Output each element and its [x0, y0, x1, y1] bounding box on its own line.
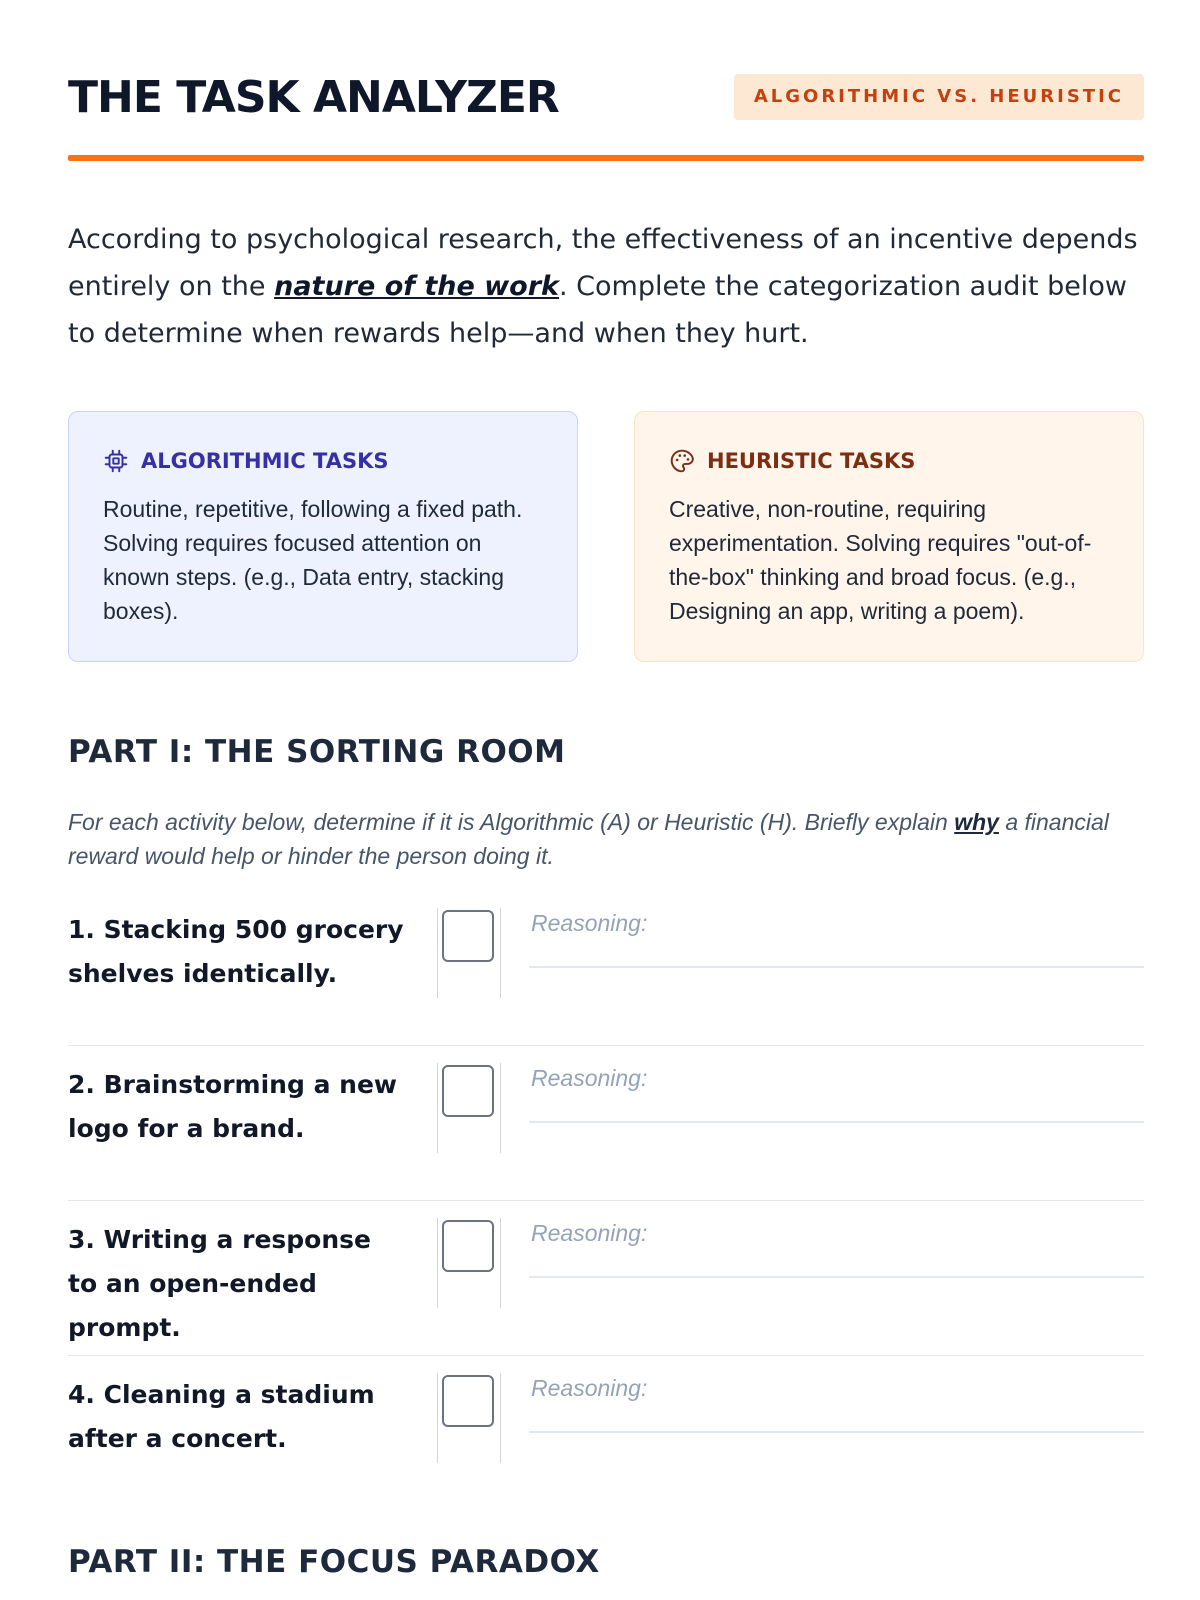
answer-column	[437, 1218, 501, 1308]
part1-instructions-start: For each activity below, determine if it is Algorithmic (A) or Heuristic (H). Briefly explain	[68, 809, 955, 835]
heuristic-card-header	[669, 448, 1109, 474]
part1-title: PART I: THE SORTING ROOM	[68, 734, 566, 770]
algorithmic-card-body: Routine, repetitive, following a fixed path. Solving requires focused attention on known steps. (e.g., Data entry, stacking boxes).	[103, 496, 523, 624]
answer-column	[437, 1063, 501, 1153]
heuristic-card-body: Creative, non-routine, requiring experimentation. Solving requires "out-of-the-box" thinking and broad focus. (e.g., Designing an app, writing a poem).	[669, 496, 1092, 624]
reasoning-field[interactable]	[529, 1373, 1144, 1433]
task-row	[68, 1063, 1144, 1201]
intro-text-end: . Complete the categorization audit below to determine when rewards help—and when they hurt.	[68, 271, 1127, 349]
algorithmic-card	[68, 411, 578, 662]
topic-badge: ALGORITHMIC VS. HEURISTIC	[734, 74, 1144, 120]
page-header	[68, 66, 1144, 130]
reasoning-label: Reasoning:	[531, 1375, 648, 1401]
task-row	[68, 1373, 1144, 1493]
task-label: 4. Cleaning a stadium after a concert.	[68, 1380, 375, 1453]
answer-column	[437, 908, 501, 998]
algorithmic-card-title: ALGORITHMIC TASKS	[141, 449, 389, 473]
part1-instructions-emphasis: why	[954, 809, 999, 835]
task-label: 3. Writing a response to an open-ended prompt.	[68, 1225, 371, 1342]
chip-icon	[103, 448, 129, 474]
answer-checkbox[interactable]	[442, 1375, 494, 1427]
task-row	[68, 908, 1144, 1046]
intro-emphasis: nature of the work	[274, 271, 560, 302]
answer-checkbox[interactable]	[442, 910, 494, 962]
palette-icon	[669, 448, 695, 474]
part1-instructions	[68, 805, 1144, 873]
reasoning-field[interactable]	[529, 1218, 1144, 1278]
part2-title: PART II: THE FOCUS PARADOX	[68, 1544, 600, 1580]
part1-instructions-end: a financial reward would help or hinder the person doing it.	[68, 809, 1109, 869]
task-label: 2. Brainstorming a new logo for a brand.	[68, 1070, 397, 1143]
answer-column	[437, 1373, 501, 1463]
task-label: 1. Stacking 500 grocery shelves identically.	[68, 915, 404, 988]
reasoning-label: Reasoning:	[531, 1220, 648, 1246]
answer-checkbox[interactable]	[442, 1065, 494, 1117]
task-row	[68, 1218, 1144, 1356]
reasoning-label: Reasoning:	[531, 1065, 648, 1091]
heuristic-card-title: HEURISTIC TASKS	[707, 449, 916, 473]
reasoning-label: Reasoning:	[531, 910, 648, 936]
reasoning-field[interactable]	[529, 908, 1144, 968]
page-title: THE TASK ANALYZER	[68, 72, 559, 123]
intro-paragraph	[68, 216, 1144, 357]
algorithmic-card-header	[103, 448, 543, 474]
intro-text-start: According to psychological research, the effectiveness of an incentive depends entirely on the	[68, 224, 1138, 302]
answer-checkbox[interactable]	[442, 1220, 494, 1272]
heuristic-card	[634, 411, 1144, 662]
reasoning-field[interactable]	[529, 1063, 1144, 1123]
header-divider	[68, 155, 1144, 161]
